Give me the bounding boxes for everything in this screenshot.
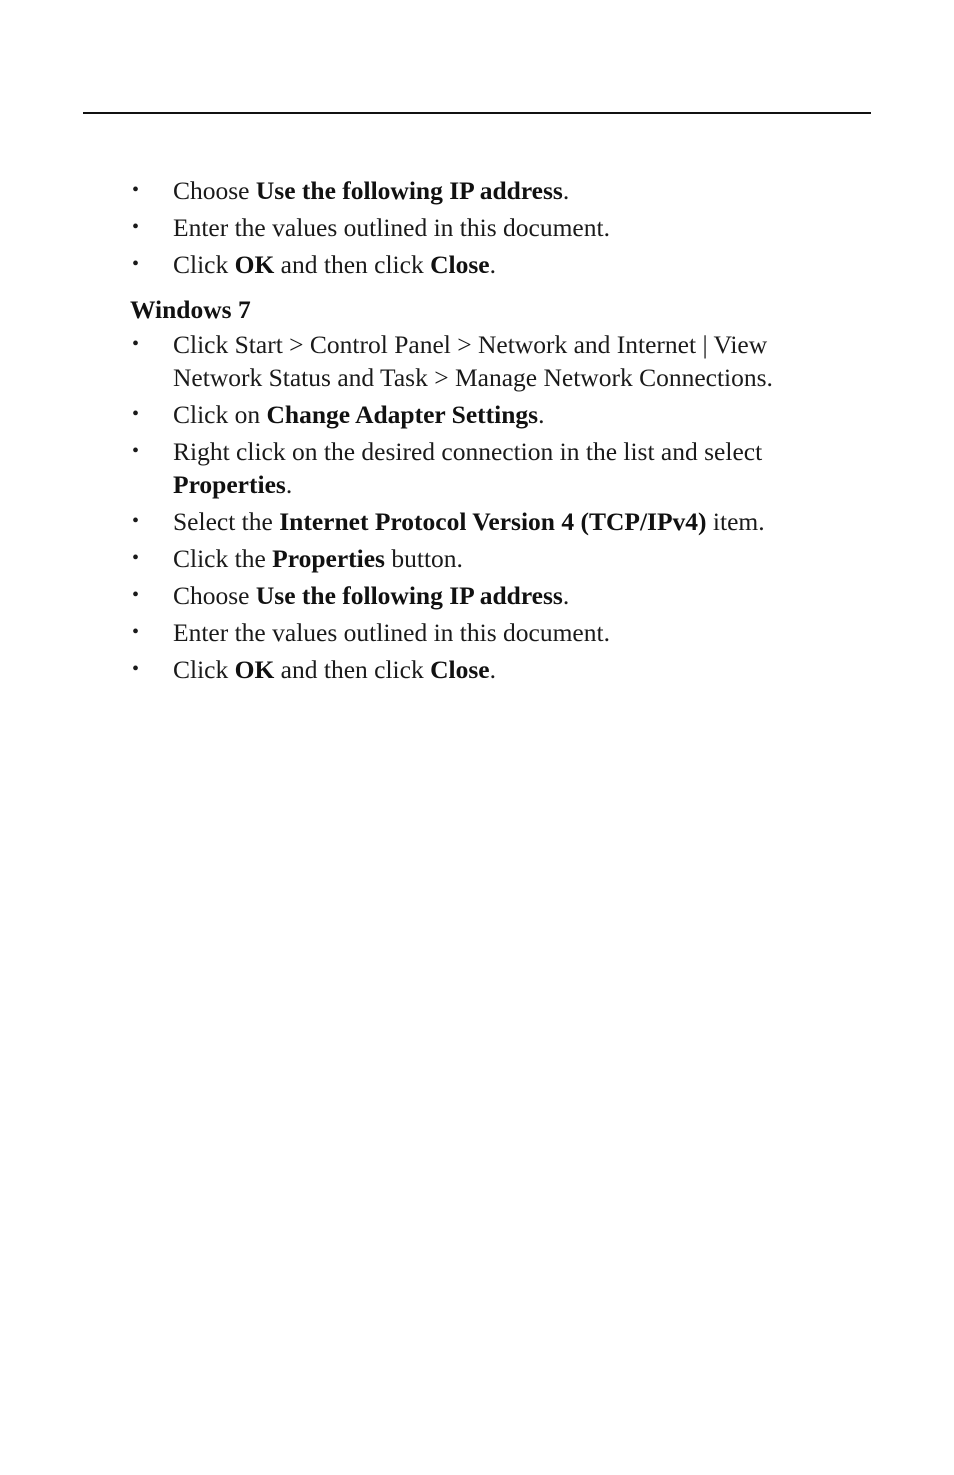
bold-text: OK bbox=[234, 250, 275, 279]
item-text: . bbox=[285, 470, 293, 499]
item-text: Click bbox=[173, 250, 235, 279]
bullet-icon: • bbox=[132, 179, 140, 201]
bold-text: Internet Protocol Version 4 (TCP/IPv4) bbox=[279, 507, 707, 536]
item-text: . bbox=[489, 250, 496, 279]
item-text: . bbox=[562, 176, 570, 205]
list-item bbox=[130, 653, 850, 686]
list-item bbox=[130, 328, 850, 394]
bold-text: Properties bbox=[272, 544, 385, 573]
bullet-icon: • bbox=[132, 584, 140, 606]
item-text: and then click bbox=[274, 250, 431, 279]
steps-list-top bbox=[130, 174, 850, 281]
item-text: Click Start > Control Panel > Network and Internet | View Network Status and Task > Manage Network Connections. bbox=[173, 330, 773, 392]
item-text: and then click bbox=[274, 655, 431, 684]
bullet-icon: • bbox=[132, 216, 140, 238]
list-item bbox=[130, 174, 850, 207]
header-rule bbox=[83, 112, 871, 114]
bullet-icon: • bbox=[132, 547, 140, 569]
item-text: . bbox=[562, 581, 570, 610]
list-item bbox=[130, 248, 850, 281]
item-text: . bbox=[538, 400, 545, 429]
item-text: Select the bbox=[173, 507, 280, 536]
item-text: Choose bbox=[173, 581, 256, 610]
list-item bbox=[130, 579, 850, 612]
list-item bbox=[130, 435, 850, 501]
steps-list-windows7 bbox=[130, 328, 850, 686]
bullet-icon: • bbox=[132, 403, 140, 425]
bold-text: OK bbox=[234, 655, 275, 684]
item-text: Choose bbox=[173, 176, 256, 205]
bullet-icon: • bbox=[132, 658, 140, 680]
list-item bbox=[130, 542, 850, 575]
list-item bbox=[130, 211, 850, 244]
item-text: Right click on the desired connection in the list and select bbox=[173, 437, 763, 466]
list-item bbox=[130, 398, 850, 431]
bullet-icon: • bbox=[132, 621, 140, 643]
bold-text: Use the following IP address bbox=[255, 176, 563, 205]
item-text: item. bbox=[706, 507, 765, 536]
list-item bbox=[130, 616, 850, 649]
item-text: Click on bbox=[173, 400, 267, 429]
bullet-icon: • bbox=[132, 333, 140, 355]
bullet-icon: • bbox=[132, 440, 140, 462]
item-text: . bbox=[489, 655, 496, 684]
item-text: button. bbox=[384, 544, 463, 573]
bold-text: Use the following IP address bbox=[255, 581, 563, 610]
item-text: Click the bbox=[173, 544, 273, 573]
bullet-icon: • bbox=[132, 253, 140, 275]
section-heading: Windows 7 bbox=[130, 295, 251, 324]
bold-text: Close bbox=[430, 655, 490, 684]
item-text: Enter the values outlined in this document. bbox=[173, 618, 610, 647]
bold-text: Properties bbox=[173, 470, 286, 499]
document-body bbox=[130, 174, 850, 690]
list-item bbox=[130, 505, 850, 538]
bullet-icon: • bbox=[132, 510, 140, 532]
item-text: Click bbox=[173, 655, 235, 684]
bold-text: Change Adapter Settings bbox=[266, 400, 539, 429]
bold-text: Close bbox=[430, 250, 490, 279]
item-text: Enter the values outlined in this document. bbox=[173, 213, 610, 242]
